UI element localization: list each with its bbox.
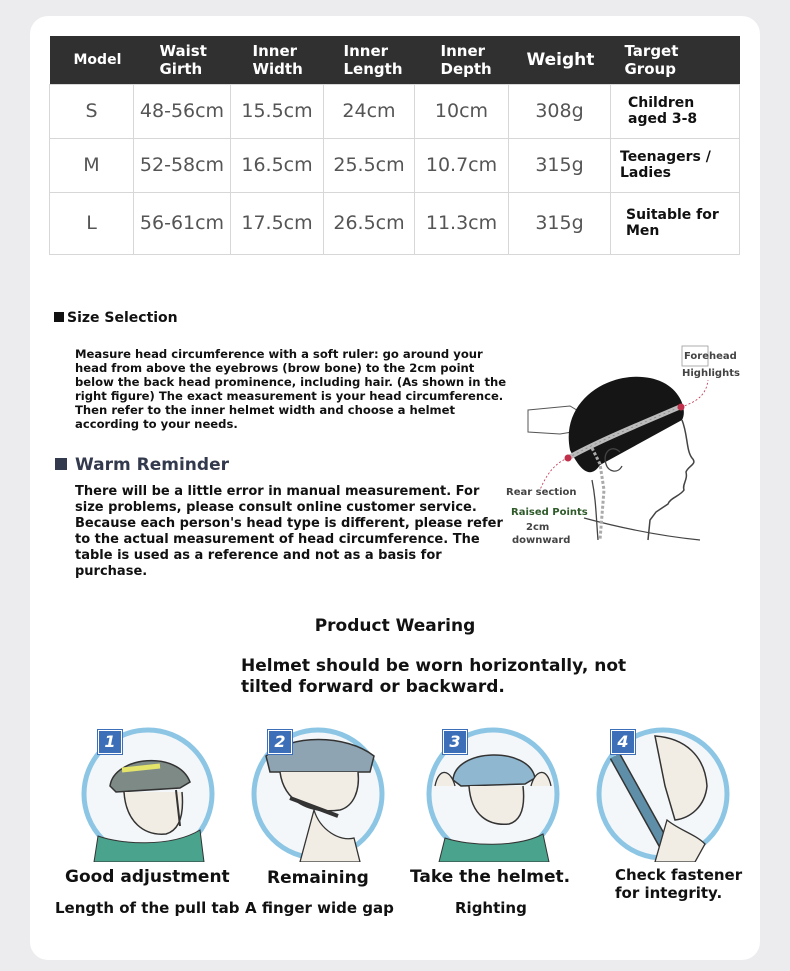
header-inner-depth: Inner Depth (415, 36, 509, 84)
step-1-subcaption: Length of the pull tab (55, 899, 240, 917)
label-highlights: Highlights (682, 368, 740, 379)
step-2-caption: Remaining (267, 868, 369, 888)
header-inner-width: Inner Width (231, 36, 324, 84)
table-row (50, 192, 740, 254)
cell-inner-length: 26.5cm (324, 192, 415, 254)
label-rear-section: Rear section (506, 487, 577, 498)
warm-reminder-text: There will be a little error in manual measurement. For size problems, please consult online customer service. Because each person's head type is different, please refer to the actual measurement of head circumference. The table is used as a reference and not as a basis for purchase. (75, 484, 503, 579)
size-selection-title: Size Selection (67, 310, 178, 326)
warm-reminder-title: Warm Reminder (75, 455, 229, 475)
cell-inner-depth: 10cm (415, 84, 509, 138)
label-raised-points: Raised Points (511, 507, 588, 518)
step-3-subcaption: Righting (455, 899, 527, 917)
cell-target-group: Teenagers / Ladies (611, 138, 740, 192)
label-forehead: Forehead (684, 351, 737, 362)
cell-inner-width: 15.5cm (231, 84, 324, 138)
step-3-caption: Take the helmet. (410, 867, 571, 887)
step-4-number: 4 (611, 730, 635, 754)
cell-waist-girth: 48-56cm (134, 84, 231, 138)
cell-weight: 315g (509, 138, 611, 192)
header-target-group: Target Group (611, 36, 740, 84)
size-selection-text: Measure head circumference with a soft ruler: go around your head from above the eyebrows (brow bone) to the 2cm point below the back head prominence, including hair. (As shown in the right figure) The exact measurement is your head circumference. Then refer to the inner helmet width and choose a helmet according to your needs. (75, 347, 507, 431)
cell-inner-depth: 11.3cm (415, 192, 509, 254)
label-2cm: 2cm (526, 522, 550, 533)
header-inner-length: Inner Length (324, 36, 415, 84)
warm-reminder-heading (55, 455, 229, 475)
step-4-caption: Check fastener for integrity. (615, 866, 743, 902)
cell-model: S (50, 84, 134, 138)
step-2-subcaption: A finger wide gap (245, 899, 394, 917)
square-bullet-icon (54, 312, 64, 322)
table-row (50, 138, 740, 192)
cell-model: L (50, 192, 134, 254)
product-wearing-title: Product Wearing (314, 616, 476, 636)
cell-waist-girth: 56-61cm (134, 192, 231, 254)
cell-weight: 308g (509, 84, 611, 138)
table-header-row (50, 36, 740, 84)
header-weight: Weight (509, 36, 611, 84)
cell-waist-girth: 52-58cm (134, 138, 231, 192)
step-1-number: 1 (98, 730, 122, 754)
cell-target-group: Suitable for Men (611, 192, 740, 254)
cell-weight: 315g (509, 192, 611, 254)
step-3-number: 3 (443, 730, 467, 754)
label-downward: downward (512, 535, 571, 546)
product-wearing-subtitle: Helmet should be worn horizontally, not tilted forward or backward. (241, 656, 627, 697)
cell-inner-depth: 10.7cm (415, 138, 509, 192)
header-model: Model (50, 36, 134, 84)
cell-inner-length: 24cm (324, 84, 415, 138)
size-selection-heading (54, 310, 178, 326)
square-bullet-icon (55, 458, 67, 470)
table-row (50, 84, 740, 138)
step-1-caption: Good adjustment (65, 867, 230, 887)
cell-inner-length: 25.5cm (324, 138, 415, 192)
header-waist-girth: Waist Girth (134, 36, 231, 84)
cell-inner-width: 17.5cm (231, 192, 324, 254)
cell-inner-width: 16.5cm (231, 138, 324, 192)
cell-target-group: Children aged 3-8 (611, 84, 740, 138)
cell-model: M (50, 138, 134, 192)
step-2-number: 2 (268, 730, 292, 754)
size-table (49, 36, 740, 255)
